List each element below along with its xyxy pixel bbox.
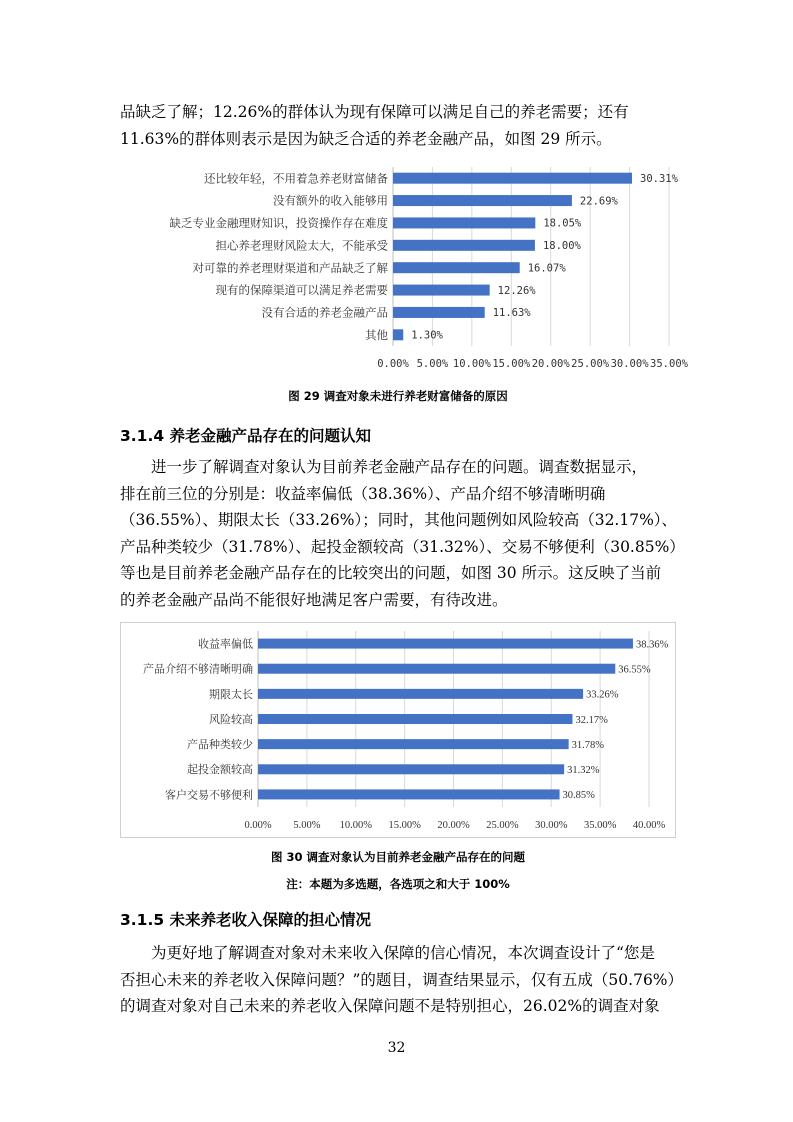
fig29-x-tick-label: 10.00% [452,358,491,370]
section-314-heading: 3.1.4 养老金融产品存在的问题认知 [120,427,372,445]
fig29-category-label: 对可靠的养老理财渠道和产品缺乏了解 [192,260,388,275]
fig29-x-tick-label: 20.00% [531,358,570,370]
fig29-category-label: 没有合适的养老金融产品 [261,305,388,320]
fig30-bar [258,639,633,649]
fig30-data-label: 31.32% [567,765,600,777]
fig30-x-tick-label: 25.00% [486,820,519,831]
fig29-category-label: 缺乏专业金融理财知识，投资操作存在难度 [169,216,388,231]
fig30-x-tick-label: 15.00% [388,820,421,831]
fig29-category-label: 现有的保障渠道可以满足养老需要 [215,283,388,298]
figure-30-chart [120,622,676,838]
fig29-data-label: 30.31% [640,172,678,185]
fig29-data-label: 16.07% [527,262,566,275]
fig29-data-label: 18.00% [542,240,581,253]
figure-29-caption: 图 29 调查对象未进行养老财富储备的原因 [288,389,508,403]
fig29-category-label: 没有额外的收入能够用 [273,193,388,208]
fig30-data-label: 38.36% [635,639,669,651]
intro-line-2: 11.63%的群体则表示是因为缺乏合适的养老金融产品，如图 29 所示。 [120,129,612,148]
fig30-category-label: 产品介绍不够清晰明确 [143,662,253,676]
fig29-category-label: 还比较年轻，不用着急养老财富储备 [204,171,388,186]
section-314-paragraph [120,454,685,613]
fig29-bar [393,240,535,251]
fig30-x-tick-label: 30.00% [535,820,568,831]
section-314-line-3: （36.55%）、期限太长（33.26%）；同时，其他问题例如风险较高（32.17%）、 [120,511,678,529]
fig30-x-tick-label: 0.00% [244,820,272,831]
fig30-bar [258,689,583,699]
fig29-x-tick-label: 35.00% [650,358,688,370]
intro-paragraph [120,99,676,152]
fig30-x-tick-label: 5.00% [293,820,321,831]
fig29-category-label: 其他 [365,327,388,342]
section-315-line-2: 否担心未来的养老收入保障问题？”的题目，调查结果显示，仅有五成（50.76%） [120,970,684,989]
section-315-line-1: 为更好地了解调查对象对未来收入保障的信心情况，本次调查设计了“您是 [151,944,655,962]
fig30-category-label: 起投金额较高 [187,763,253,777]
fig29-bar [393,173,632,184]
figure-30-svg [121,623,675,837]
section-315-line-3: 的调查对象对自己未来的养老收入保障问题不是特别担心，26.02%的调查对象 [120,997,660,1015]
fig30-bar [258,714,572,724]
fig29-x-tick-label: 5.00% [416,358,449,370]
fig30-category-label: 客户交易不够便利 [165,788,253,802]
fig30-bar [258,764,564,774]
fig30-category-label: 风险较高 [209,712,253,726]
fig30-bar [258,789,560,799]
fig30-data-label: 33.26% [586,689,619,701]
fig30-data-label: 30.85% [562,790,595,802]
section-315-paragraph [120,940,684,1020]
fig29-bar [393,195,572,206]
section-315-heading: 3.1.5 未来养老收入保障的担心情况 [120,911,372,929]
fig30-category-label: 期限太长 [209,687,253,701]
fig30-category-label: 产品种类较少 [187,738,253,752]
section-314-line-1: 进一步了解调查对象认为目前养老金融产品存在的问题。调查数据显示， [151,458,648,476]
intro-line-1: 品缺乏了解；12.26%的群体认为现有保障可以满足自己的养老需要；还有 [120,103,629,121]
fig29-bar [393,262,520,273]
figure-30-caption: 图 30 调查对象认为目前养老金融产品存在的问题 [270,850,525,864]
fig30-x-tick-label: 35.00% [583,820,617,831]
fig30-x-tick-label: 40.00% [632,820,666,831]
fig29-data-label: 18.05% [543,217,582,230]
fig30-data-label: 36.55% [618,664,651,676]
fig29-x-tick-label: 15.00% [492,358,531,370]
fig30-bar [258,739,569,749]
fig29-x-tick-label: 25.00% [571,358,610,370]
fig30-bar [258,664,615,674]
fig30-data-label: 32.17% [575,714,608,726]
fig29-bar [393,217,535,228]
fig29-data-label: 11.63% [492,307,531,320]
fig29-bar [393,285,490,296]
figure-30-note: 注：本题为多选题，各选项之和大于 100% [286,877,510,891]
page-number: 32 [387,1040,406,1056]
fig30-x-tick-label: 20.00% [437,820,470,831]
fig29-x-tick-label: 30.00% [610,358,649,370]
fig30-category-label: 收益率偏低 [198,637,253,651]
figure-29-svg [120,162,688,377]
fig30-data-label: 31.78% [571,739,605,751]
fig29-data-label: 12.26% [497,284,536,297]
section-314-line-5: 等也是目前养老金融产品存在的比较突出的问题，如图 30 所示。这反映了当前 [120,564,662,582]
fig29-bar [393,329,403,340]
section-314-line-2: 排在前三位的分别是：收益率偏低（38.36%）、产品介绍不够清晰明确 [120,484,606,503]
figure-29-chart [120,162,688,377]
fig30-x-tick-label: 10.00% [339,820,372,831]
fig29-bar [393,307,485,318]
fig29-x-tick-label: 0.00% [377,358,409,370]
fig29-category-label: 担心养老理财风险太大，不能承受 [215,238,388,253]
section-314-line-6: 的养老金融产品尚不能很好地满足客户需要，有待改进。 [120,590,508,609]
fig29-data-label: 22.69% [579,195,618,208]
fig29-data-label: 1.30% [411,329,443,342]
section-314-line-4: 产品种类较少（31.78%）、起投金额较高（31.32%）、交易不够便利（30.85%） [120,537,685,556]
